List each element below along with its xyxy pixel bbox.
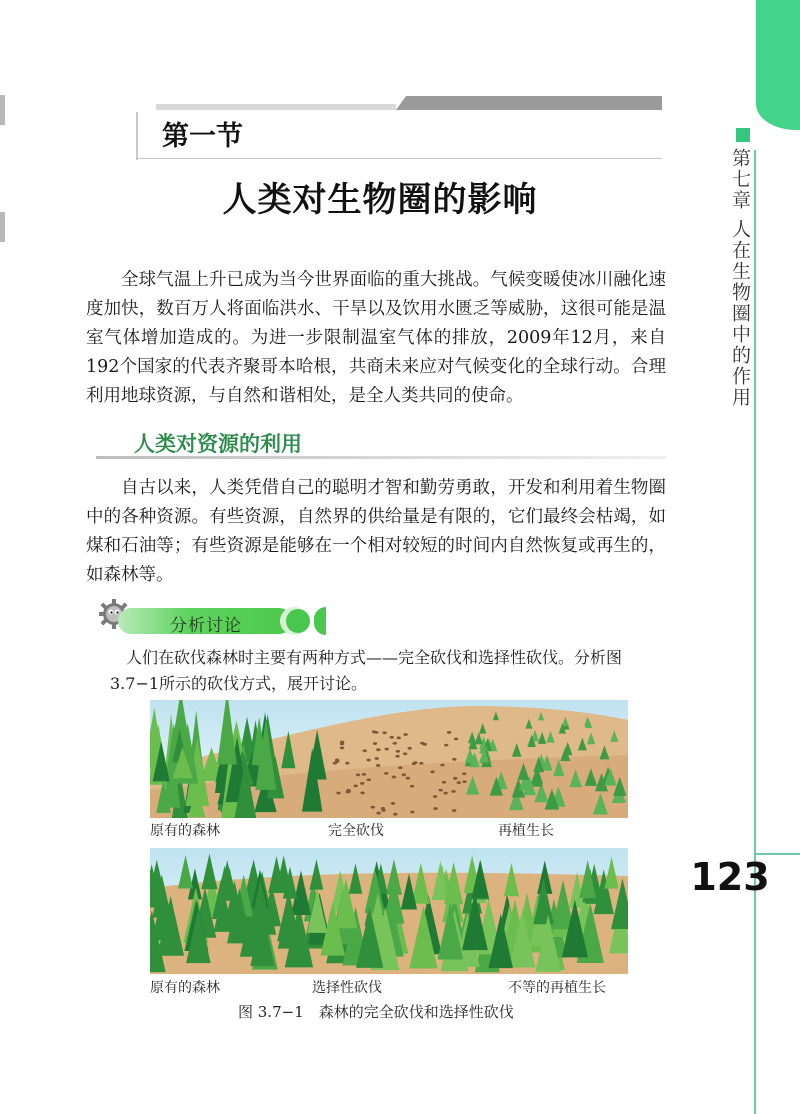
- intro-paragraph: 全球气温上升已成为当今世界面临的重大挑战。气候变暖使冰川融化速度加快，数百万人将面临洪水、干旱以及饮用水匮乏等威胁，这很可能是温室气体增加造成的。为进一步限制温室气体的排放，2009年12月，来自192个国家的代表齐聚哥本哈根，共商未来应对气候变化的全球行动。合理利用地球资源，与自然和谐相处，是全人类共同的使命。: [86, 270, 666, 406]
- stump-illustration: [376, 748, 380, 751]
- stump-illustration: [346, 789, 350, 792]
- banner-dot: [314, 607, 326, 635]
- chapter-title: 人在生物圈中的作用: [729, 219, 751, 408]
- stump-illustration: [410, 811, 414, 814]
- figure-label: 原有的森林: [150, 980, 220, 996]
- stump-illustration: [333, 762, 337, 765]
- chapter-marker: [736, 128, 750, 142]
- banner-dot: [286, 609, 310, 633]
- stump-illustration: [403, 733, 407, 736]
- figure-label: 完全砍伐: [328, 823, 384, 839]
- section-box-edge: [136, 158, 662, 159]
- stump-illustration: [410, 785, 414, 788]
- stump-illustration: [423, 743, 427, 746]
- stump-illustration: [376, 812, 380, 815]
- subheading: 人类对资源的利用: [134, 432, 302, 456]
- stump-illustration: [393, 742, 397, 745]
- stump-illustration: [444, 744, 448, 747]
- stump-illustration: [397, 737, 401, 740]
- stump-illustration: [360, 782, 364, 785]
- stump-illustration: [403, 752, 407, 755]
- stump-illustration: [433, 795, 437, 798]
- stump-illustration: [392, 776, 396, 779]
- chapter-number: 第七章: [729, 148, 751, 211]
- figure-caption: 图 3.7−1 森林的完全砍伐和选择性砍伐: [238, 1003, 514, 1021]
- figure-label: 选择性砍伐: [312, 980, 382, 996]
- edge-line: [754, 150, 756, 1114]
- page-number: 123: [690, 855, 770, 899]
- figure-selective-logging: [150, 848, 628, 974]
- stump-illustration: [398, 766, 402, 769]
- discussion-label: 分析讨论: [170, 616, 242, 636]
- figure-label: 原有的森林: [150, 823, 220, 839]
- section-header-bar-light: [156, 104, 396, 110]
- stump-illustration: [451, 790, 455, 793]
- stump-illustration: [452, 758, 456, 761]
- stump-illustration: [336, 792, 340, 795]
- stump-illustration: [360, 791, 364, 794]
- stump-illustration: [382, 731, 386, 734]
- resource-paragraph: 自古以来，人类凭借自己的聪明才智和勤劳勇敢，开发和利用着生物圈中的各种资源。有些资源，自然界的供给量是有限的，它们最终会枯竭，如煤和石油等；有些资源是能够在一个相对较短的时间内自然恢复或再生的，如森林等。: [86, 478, 666, 585]
- stump-illustration: [366, 778, 370, 781]
- stump-illustration: [419, 762, 423, 765]
- stump-illustration: [402, 773, 406, 776]
- stump-illustration: [413, 761, 417, 764]
- stump-illustration: [366, 759, 370, 762]
- stump-illustration: [384, 748, 388, 751]
- figure-label: 再植生长: [498, 823, 554, 839]
- stump-illustration: [430, 770, 434, 773]
- stump-illustration: [335, 759, 339, 762]
- stump-illustration: [340, 741, 344, 744]
- stump-illustration: [381, 807, 385, 810]
- edge-decoration: [756, 0, 800, 130]
- stump-illustration: [376, 764, 380, 767]
- stump-illustration: [406, 777, 410, 780]
- figure-label: 不等的再植生长: [508, 980, 606, 996]
- stump-illustration: [391, 802, 395, 805]
- stump-illustration: [454, 738, 458, 741]
- stump-illustration: [374, 731, 378, 734]
- stump-illustration: [440, 764, 444, 767]
- stump-illustration: [433, 807, 437, 810]
- stump-illustration: [393, 813, 397, 816]
- section-box-edge: [136, 112, 138, 160]
- stump-illustration: [452, 809, 456, 812]
- page-title: 人类对生物圈的影响: [222, 180, 538, 220]
- stump-illustration: [462, 772, 466, 775]
- stump-illustration: [340, 746, 344, 749]
- stump-illustration: [384, 772, 388, 775]
- stump-illustration: [375, 757, 379, 760]
- stump-illustration: [363, 749, 367, 752]
- stump-illustration: [453, 777, 457, 780]
- section-label: 第一节: [162, 121, 243, 152]
- stump-illustration: [457, 781, 461, 784]
- stump-illustration: [371, 806, 375, 809]
- stump-illustration: [443, 792, 447, 795]
- stump-illustration: [447, 731, 451, 734]
- stump-illustration: [462, 780, 466, 783]
- stump-illustration: [390, 736, 394, 739]
- stump-illustration: [345, 762, 349, 765]
- section-header-bar: [396, 96, 662, 110]
- stump-illustration: [438, 789, 442, 792]
- stump-illustration: [362, 773, 366, 776]
- stump-illustration: [356, 773, 360, 776]
- stump-illustration: [373, 742, 377, 745]
- stump-illustration: [396, 750, 400, 753]
- stump-illustration: [395, 755, 399, 758]
- stump-illustration: [442, 781, 446, 784]
- margin-bar: [0, 95, 5, 125]
- figure-complete-logging: [150, 700, 628, 818]
- discussion-text: 人们在砍伐森林时主要有两种方式——完全砍伐和选择性砍伐。分析图3.7−1所示的砍伐方式，展开讨论。: [110, 648, 623, 693]
- stump-illustration: [354, 784, 358, 787]
- stump-illustration: [408, 747, 412, 750]
